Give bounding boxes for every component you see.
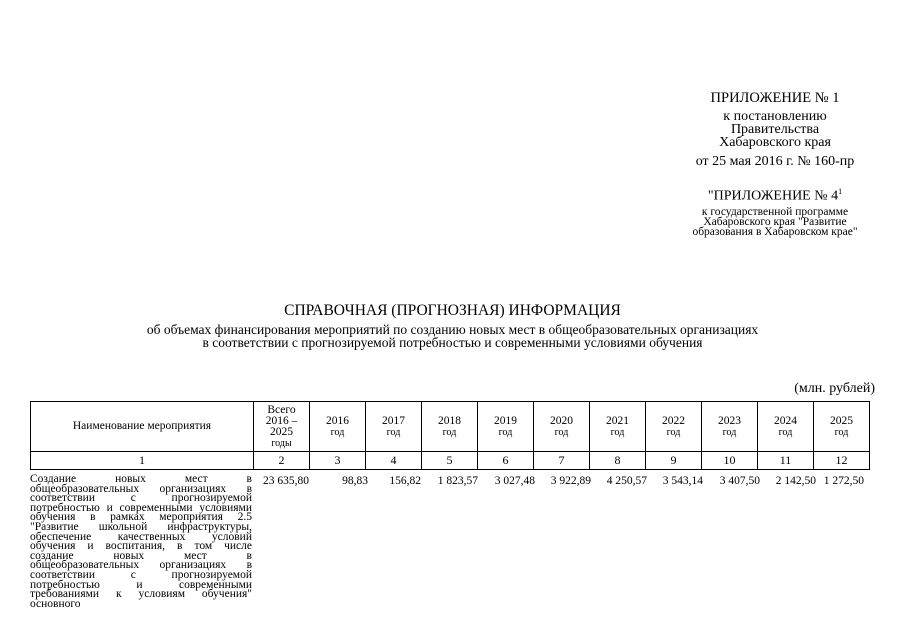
header-year-value: 2023 [718, 414, 741, 427]
header-year-word: год [722, 426, 737, 438]
column-number: 1 [31, 452, 254, 470]
row-value: 2 142,50 [775, 475, 816, 487]
row-value: 3 407,50 [719, 475, 760, 487]
row-value: 3 922,89 [550, 475, 591, 487]
header-year [758, 402, 814, 452]
column-number: 12 [814, 452, 870, 470]
row-value: 1 272,50 [823, 475, 864, 487]
header-year-value: 2022 [662, 414, 685, 427]
row-value: 3 027,48 [494, 475, 535, 487]
column-number: 11 [758, 452, 814, 470]
header-year [702, 402, 758, 452]
header-year-value: 2019 [494, 414, 517, 427]
appendix-4-sup: 1 [838, 187, 843, 196]
column-number: 6 [478, 452, 534, 470]
row-value: 1 823,57 [437, 475, 478, 487]
header-year-word: год [554, 426, 569, 438]
row-value: 4 250,57 [606, 475, 647, 487]
header-year [310, 402, 366, 452]
appendix-4-block [660, 187, 890, 237]
column-number: 10 [702, 452, 758, 470]
appendix-1-title: ПРИЛОЖЕНИЕ № 1 [710, 90, 840, 106]
subtitle-line: об объемах финансирования мероприятий по созданию новых мест в общеобразовательных организациях [146, 322, 759, 337]
column-number: 7 [534, 452, 590, 470]
header-year [366, 402, 422, 452]
appendix-4-title: "ПРИЛОЖЕНИЕ № 4 [707, 188, 839, 204]
appendix-1-line: от 25 мая 2016 г. № 160-пр [695, 154, 855, 169]
header-total-line: 2025 [270, 425, 293, 438]
row-value: 156,82 [389, 475, 421, 487]
header-year-word: год [778, 426, 793, 438]
appendix-1-block [660, 92, 890, 168]
column-number: 3 [310, 452, 366, 470]
column-number: 2 [254, 452, 310, 470]
header-year-value: 2017 [382, 414, 405, 427]
header-total-line: 2016 – [265, 414, 298, 427]
header-total-line: Всего [267, 403, 296, 416]
row-name: Создание новых мест в общеобразовательных организациях в соответствии с прогнозируемой потребностью и современными условиями обучения в рамках мероприятия 2.5 "Развитие школьной инфраструктуры, обеспечение качественных условий обучения и воспитания, в том числе создание новых мест в общеобразовательных организациях в соответствии с прогнозируемой потребностью и современными требованиями к условиям обучения" основного [30, 473, 252, 610]
header-row [31, 402, 870, 452]
appendix-1-line: Правительства [730, 122, 820, 137]
appendix-4-line: образования в Хабаровском крае" [692, 225, 858, 238]
column-number: 4 [366, 452, 422, 470]
column-number: 5 [422, 452, 478, 470]
row-value: 3 543,14 [662, 475, 703, 487]
header-year-word: год [386, 426, 401, 438]
header-year [422, 402, 478, 452]
document-title: СПРАВОЧНАЯ (ПРОГНОЗНАЯ) ИНФОРМАЦИЯ [284, 302, 621, 319]
header-year-word: год [330, 426, 345, 438]
header-year [814, 402, 870, 452]
header-year [646, 402, 702, 452]
funding-table [30, 401, 870, 470]
column-number: 9 [646, 452, 702, 470]
header-year-word: год [610, 426, 625, 438]
header-year-value: 2024 [774, 414, 797, 427]
header-year-word: год [834, 426, 849, 438]
header-year [590, 402, 646, 452]
header-year-value: 2020 [550, 414, 573, 427]
header-year-word: год [498, 426, 513, 438]
header-year-value: 2016 [326, 414, 349, 427]
header-total-line: годы [271, 437, 292, 449]
row-value: 23 635,80 [263, 475, 309, 487]
header-year [478, 402, 534, 452]
header-total [254, 402, 310, 452]
appendix-4-line: Хабаровского края "Развитие [703, 215, 847, 228]
appendix-4-line: к государственной программе [701, 205, 849, 218]
document-subtitle [0, 323, 905, 349]
subtitle-line: в соответствии с прогнозируемой потребностью и современными условиями обучения [202, 335, 703, 350]
header-year-value: 2018 [438, 414, 461, 427]
header-year-word: год [666, 426, 681, 438]
unit-label: (млн. рублей) [794, 381, 875, 396]
appendix-1-line: Хабаровского края [719, 135, 831, 150]
header-name: Наименование мероприятия [31, 402, 254, 452]
header-year [534, 402, 590, 452]
header-year-value: 2025 [830, 414, 853, 427]
row-value: 98,83 [342, 475, 368, 487]
header-year-value: 2021 [606, 414, 629, 427]
column-number: 8 [590, 452, 646, 470]
appendix-1-line: к постановлению [723, 109, 827, 124]
header-year-word: год [442, 426, 457, 438]
column-number-row [31, 452, 870, 470]
